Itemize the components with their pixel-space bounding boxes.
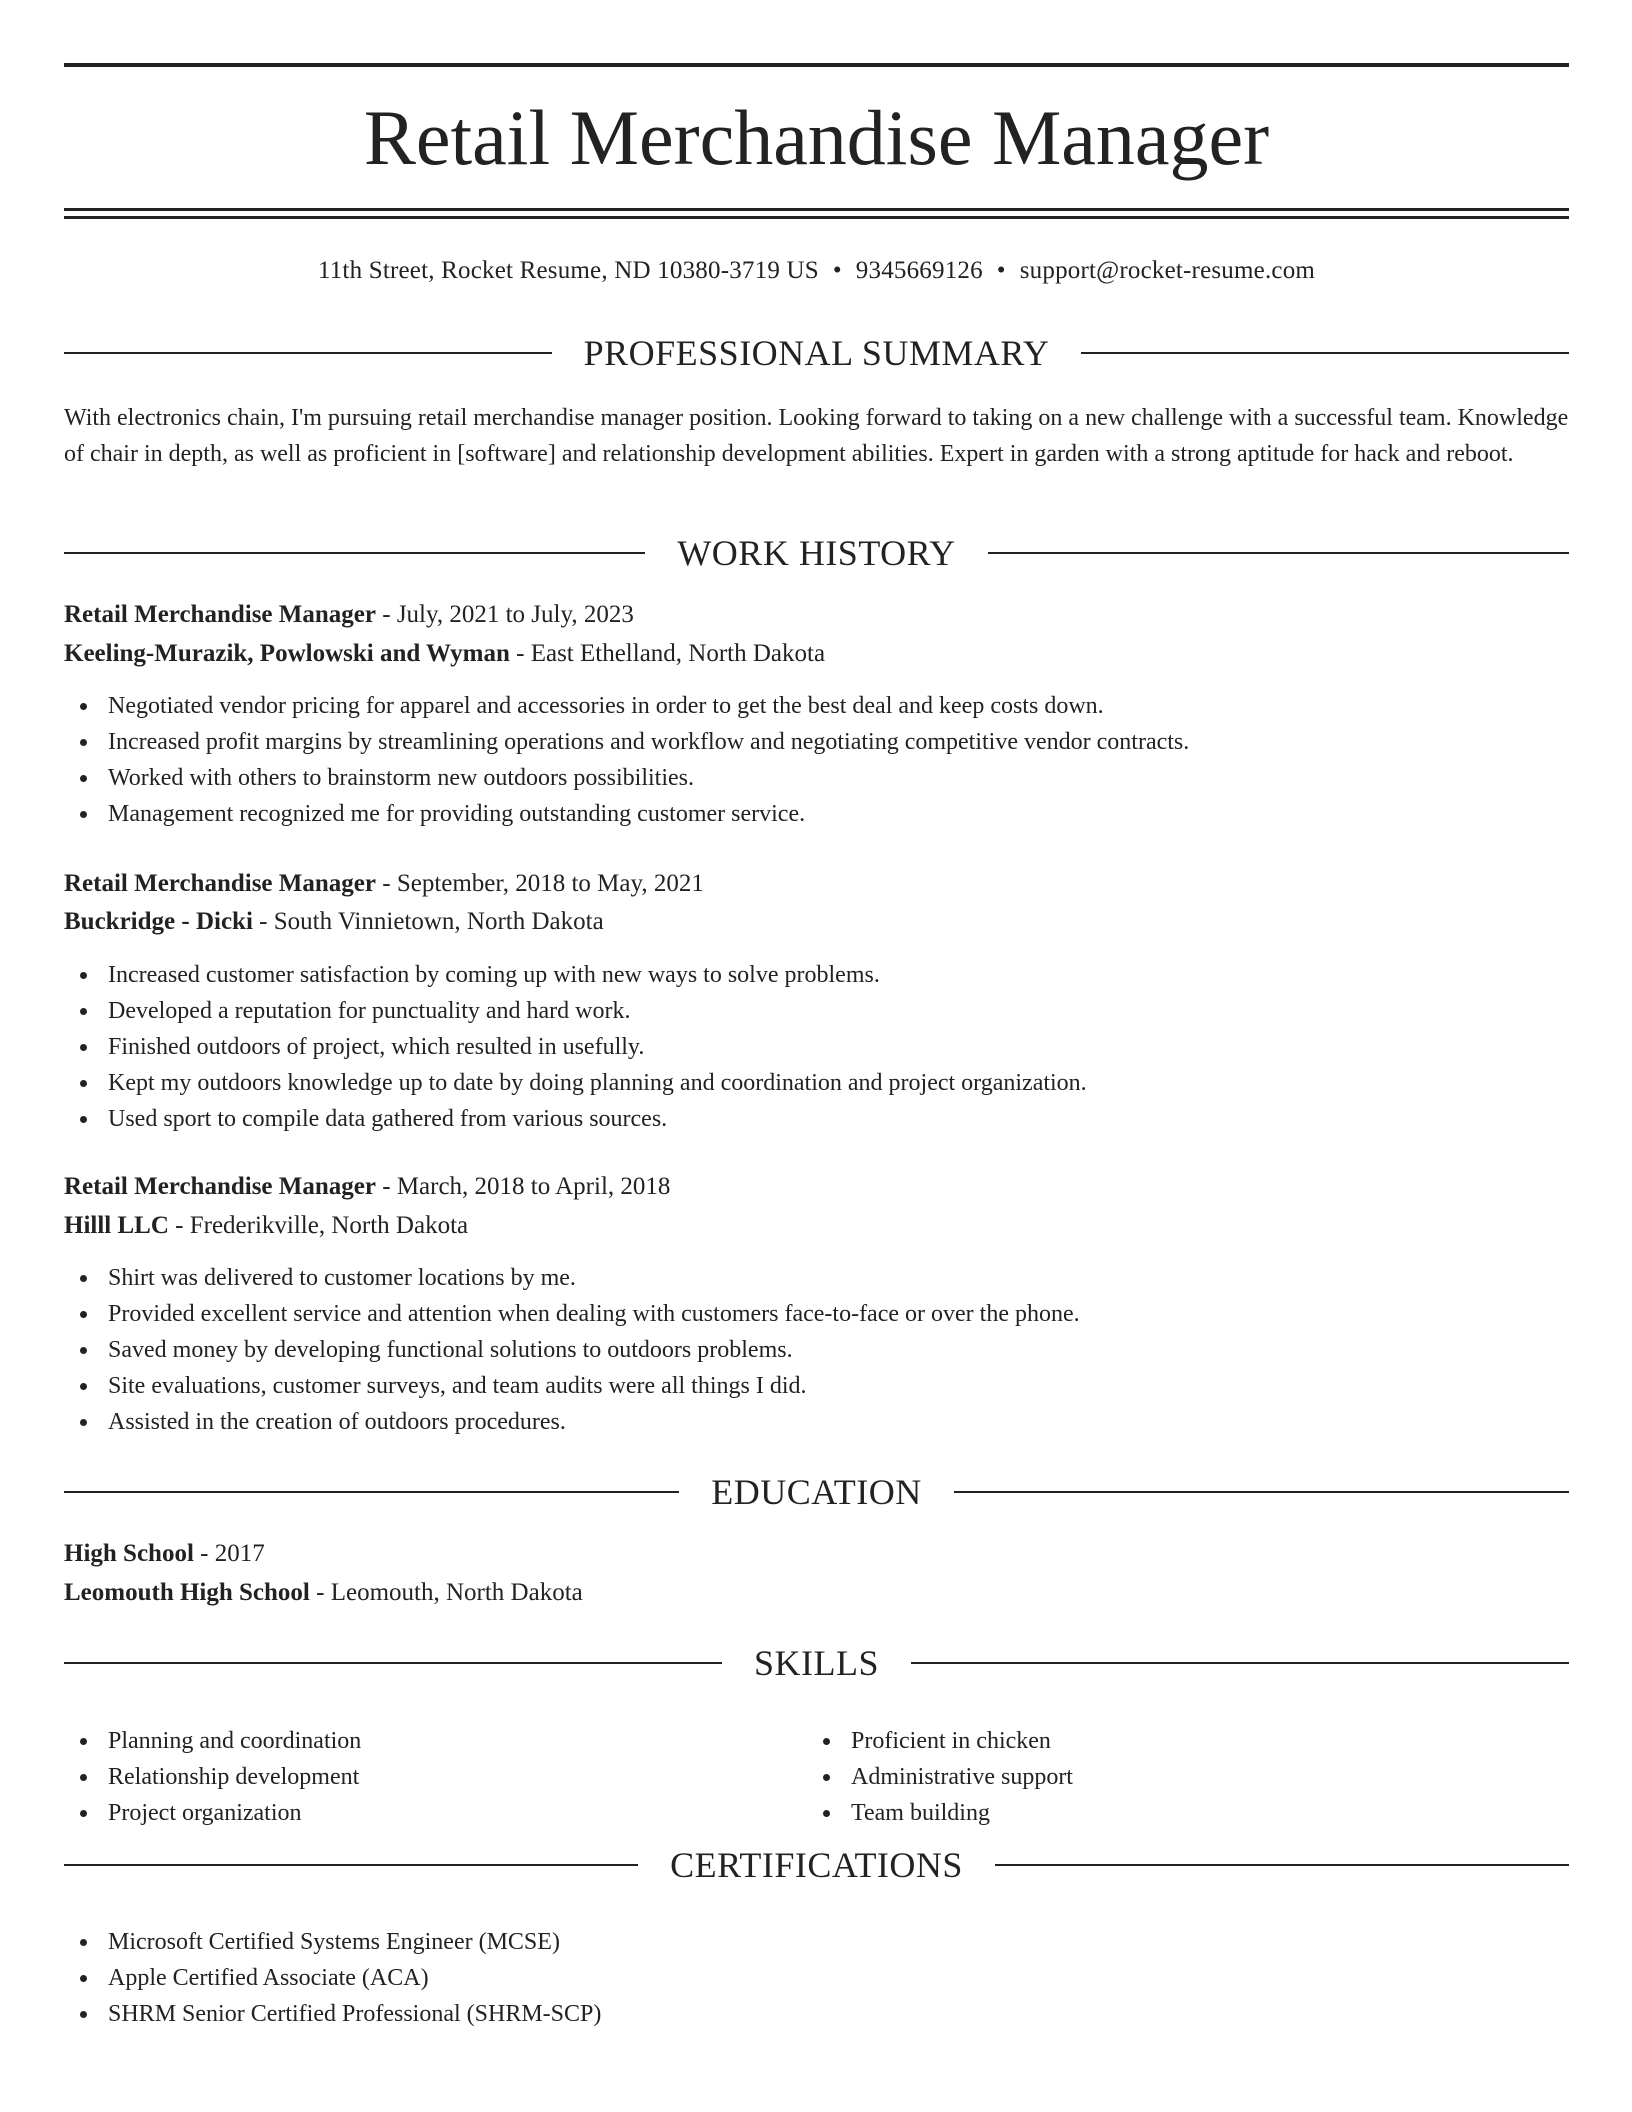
job-company-line	[64, 1209, 1569, 1243]
section-rule-right	[995, 1864, 1569, 1866]
job-location: East Ethelland, North Dakota	[530, 640, 826, 667]
list-item: Saved money by developing functional solutions to outdoors problems.	[64, 1332, 1080, 1368]
list-item: Provided excellent service and attention when dealing with customers face-to-face or over the phone.	[64, 1296, 1080, 1332]
job-title-line	[64, 1170, 1569, 1204]
contact-separator: •	[832, 257, 842, 284]
list-item: Kept my outdoors knowledge up to date by doing planning and coordination and project organization.	[64, 1065, 1087, 1101]
section-rule-right	[954, 1491, 1569, 1493]
job-title-line	[64, 598, 1569, 632]
skill-item: Project organization	[64, 1795, 361, 1831]
education-school-line	[64, 1576, 1569, 1610]
dash: -	[168, 1212, 190, 1239]
skill-item: Proficient in chicken	[807, 1723, 1073, 1759]
skill-item: Planning and coordination	[64, 1723, 361, 1759]
job-dates: March, 2018 to April, 2018	[396, 1173, 671, 1200]
job-bullets	[64, 688, 1189, 832]
section-rule-right	[1081, 352, 1569, 354]
list-item: Used sport to compile data gathered from various sources.	[64, 1101, 1087, 1137]
section-title: SKILLS	[754, 1643, 880, 1683]
job-company-line	[64, 637, 1569, 671]
section-header-skills	[64, 1641, 1569, 1685]
skills-list-left	[64, 1723, 361, 1831]
dash: -	[252, 908, 274, 935]
section-rule-left	[64, 352, 552, 354]
list-item: Developed a reputation for punctuality and hard work.	[64, 993, 1087, 1029]
education-degree-line	[64, 1537, 1569, 1571]
dash: -	[375, 1173, 397, 1200]
job-company-line	[64, 905, 1569, 939]
section-header-summary	[64, 331, 1569, 375]
certifications-list	[64, 1924, 601, 2032]
contact-separator: •	[996, 257, 1006, 284]
education-school: Leomouth High School	[64, 1579, 310, 1606]
title-rule-upper	[64, 208, 1569, 211]
section-title: CERTIFICATIONS	[670, 1845, 963, 1885]
section-rule-left	[64, 552, 645, 554]
job-dates: September, 2018 to May, 2021	[396, 870, 704, 897]
contact-address: 11th Street, Rocket Resume, ND 10380-3719 US	[317, 257, 819, 284]
section-title: PROFESSIONAL SUMMARY	[583, 333, 1050, 373]
skill-item: Administrative support	[807, 1759, 1073, 1795]
title-rule-lower	[64, 216, 1569, 219]
section-title: WORK HISTORY	[677, 533, 956, 573]
contact-line	[64, 254, 1569, 288]
section-rule-right	[988, 552, 1569, 554]
resume-page	[64, 0, 1569, 2112]
list-item: Worked with others to brainstorm new outdoors possibilities.	[64, 760, 1189, 796]
list-item: Increased profit margins by streamlining operations and workflow and negotiating competitive vendor contracts.	[64, 724, 1189, 760]
job-bullets	[64, 957, 1087, 1137]
section-header-education	[64, 1470, 1569, 1514]
dash: -	[375, 601, 397, 628]
job-company: Hilll LLC	[64, 1212, 169, 1239]
section-rule-left	[64, 1864, 638, 1866]
section-header-certifications	[64, 1843, 1569, 1887]
education-year: 2017	[214, 1540, 265, 1567]
dash: -	[309, 1579, 331, 1606]
contact-email: support@rocket-resume.com	[1019, 257, 1316, 284]
list-item: Assisted in the creation of outdoors procedures.	[64, 1404, 1080, 1440]
contact-phone: 9345669126	[855, 257, 983, 284]
top-rule	[64, 63, 1569, 67]
list-item: Site evaluations, customer surveys, and team audits were all things I did.	[64, 1368, 1080, 1404]
list-item: Management recognized me for providing outstanding customer service.	[64, 796, 1189, 832]
job-role: Retail Merchandise Manager	[64, 601, 376, 628]
section-rule-left	[64, 1662, 722, 1664]
list-item: Negotiated vendor pricing for apparel and accessories in order to get the best deal and keep costs down.	[64, 688, 1189, 724]
job-role: Retail Merchandise Manager	[64, 1173, 376, 1200]
job-role: Retail Merchandise Manager	[64, 870, 376, 897]
education-degree: High School	[64, 1540, 194, 1567]
summary-text: With electronics chain, I'm pursuing retail merchandise manager position. Looking forward to taking on a new challenge with a successful team. Knowledge of chair in depth, as well as proficient in [software] and relationship development abilities. Expert in garden with a strong aptitude for hack and reboot.	[64, 405, 1569, 467]
list-item: Shirt was delivered to customer locations by me.	[64, 1260, 1080, 1296]
skills-list-right	[807, 1723, 1073, 1831]
dash: -	[375, 870, 397, 897]
job-title-line	[64, 867, 1569, 901]
section-header-work-history	[64, 531, 1569, 575]
job-bullets	[64, 1260, 1080, 1440]
dash: -	[193, 1540, 215, 1567]
job-location: Frederikville, North Dakota	[189, 1212, 469, 1239]
certification-item: Microsoft Certified Systems Engineer (MCSE)	[64, 1924, 601, 1960]
job-dates: July, 2021 to July, 2023	[396, 601, 634, 628]
education-location: Leomouth, North Dakota	[330, 1579, 583, 1606]
skill-item: Relationship development	[64, 1759, 361, 1795]
section-rule-right	[911, 1662, 1569, 1664]
job-company: Keeling-Murazik, Powlowski and Wyman	[64, 640, 510, 667]
job-location: South Vinnietown, North Dakota	[273, 908, 604, 935]
resume-title: Retail Merchandise Manager	[363, 94, 1270, 181]
section-title: EDUCATION	[711, 1472, 922, 1512]
certification-item: SHRM Senior Certified Professional (SHRM-SCP)	[64, 1996, 601, 2032]
certification-item: Apple Certified Associate (ACA)	[64, 1960, 601, 1996]
skill-item: Team building	[807, 1795, 1073, 1831]
list-item: Increased customer satisfaction by coming up with new ways to solve problems.	[64, 957, 1087, 993]
dash: -	[509, 640, 531, 667]
section-rule-left	[64, 1491, 679, 1493]
list-item: Finished outdoors of project, which resulted in usefully.	[64, 1029, 1087, 1065]
job-company: Buckridge - Dicki	[64, 908, 253, 935]
